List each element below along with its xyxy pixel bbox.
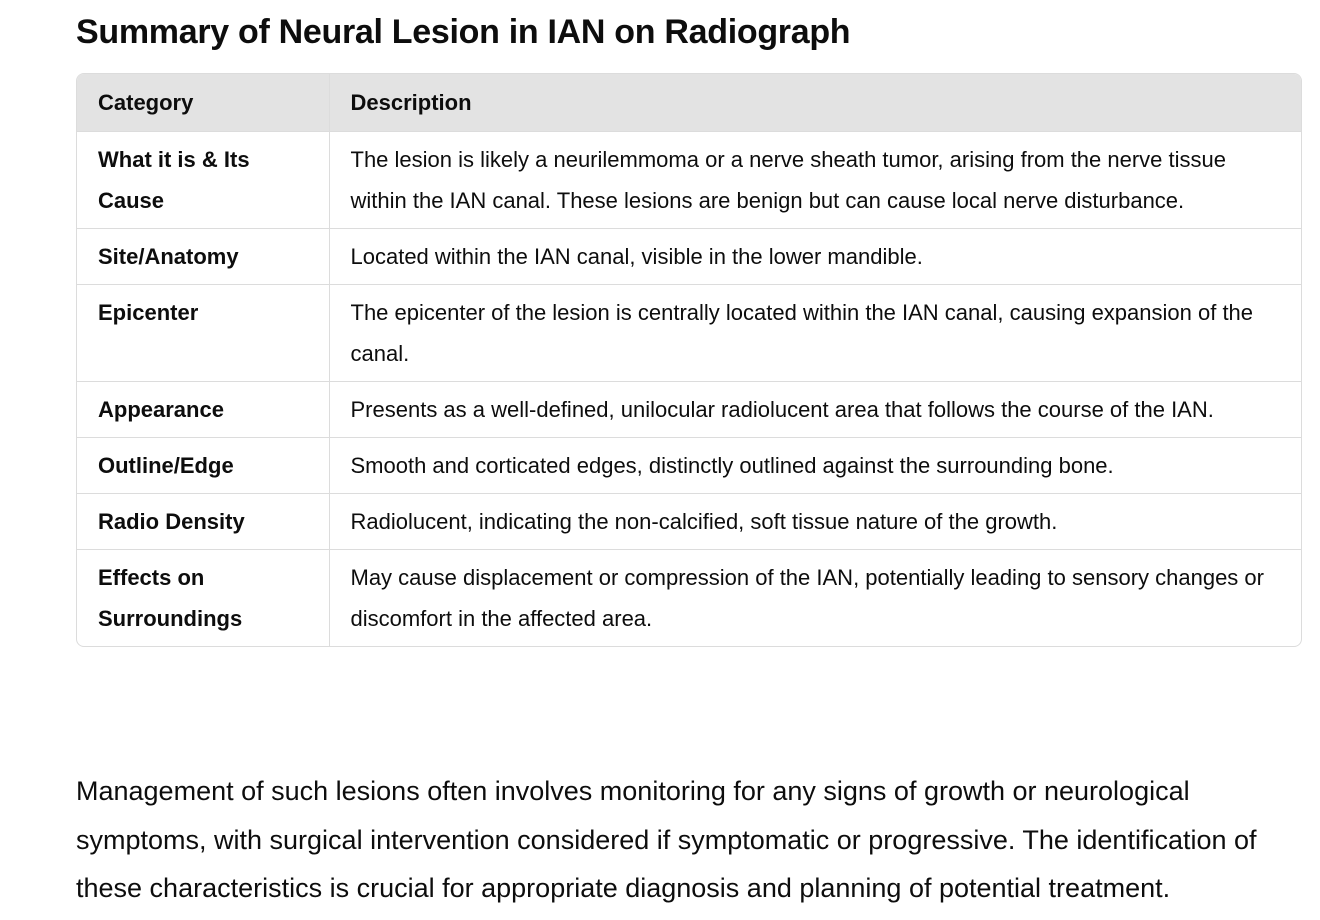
row-category: What it is & Its Cause (98, 147, 250, 213)
row-description: Located within the IAN canal, visible in the lower mandible. (329, 229, 1301, 285)
row-description: Radiolucent, indicating the non-calcified, soft tissue nature of the growth. (329, 494, 1301, 550)
row-category: Outline/Edge (77, 438, 329, 494)
table-row (77, 382, 1301, 438)
table-header-row (77, 74, 1301, 132)
row-category: Effects on Surroundings (77, 550, 329, 647)
row-category: Appearance (77, 382, 329, 438)
table-row (77, 132, 1301, 229)
row-description: The epicenter of the lesion is centrally located within the IAN canal, causing expansion of the canal. (329, 285, 1301, 382)
row-description: Presents as a well-defined, unilocular radiolucent area that follows the course of the IAN. (329, 382, 1301, 438)
table-row (77, 285, 1301, 382)
table-row (77, 494, 1301, 550)
row-description: Smooth and corticated edges, distinctly outlined against the surrounding bone. (329, 438, 1301, 494)
table-row (77, 229, 1301, 285)
page-title: Summary of Neural Lesion in IAN on Radiograph (76, 13, 851, 51)
column-header-category: Category (77, 74, 329, 132)
row-description: May cause displacement or compression of the IAN, potentially leading to sensory changes or discomfort in the affected area. (329, 550, 1301, 647)
row-category: Site/Anatomy (77, 229, 329, 285)
row-description: The lesion is likely a neurilemmoma or a nerve sheath tumor, arising from the nerve tissue within the IAN canal. These lesions are benign but can cause local nerve disturbance. (329, 132, 1301, 229)
column-header-description: Description (329, 74, 1301, 132)
row-category: Radio Density (77, 494, 329, 550)
summary-table (76, 73, 1302, 647)
row-category: Epicenter (77, 285, 329, 382)
table-row (77, 550, 1301, 647)
summary-paragraph: Management of such lesions often involves monitoring for any signs of growth or neurological symptoms, with surgical intervention considered if symptomatic or progressive. The identification of these characteristics is crucial for appropriate diagnosis and planning of potential treatment. (76, 776, 1257, 903)
table-row (77, 438, 1301, 494)
